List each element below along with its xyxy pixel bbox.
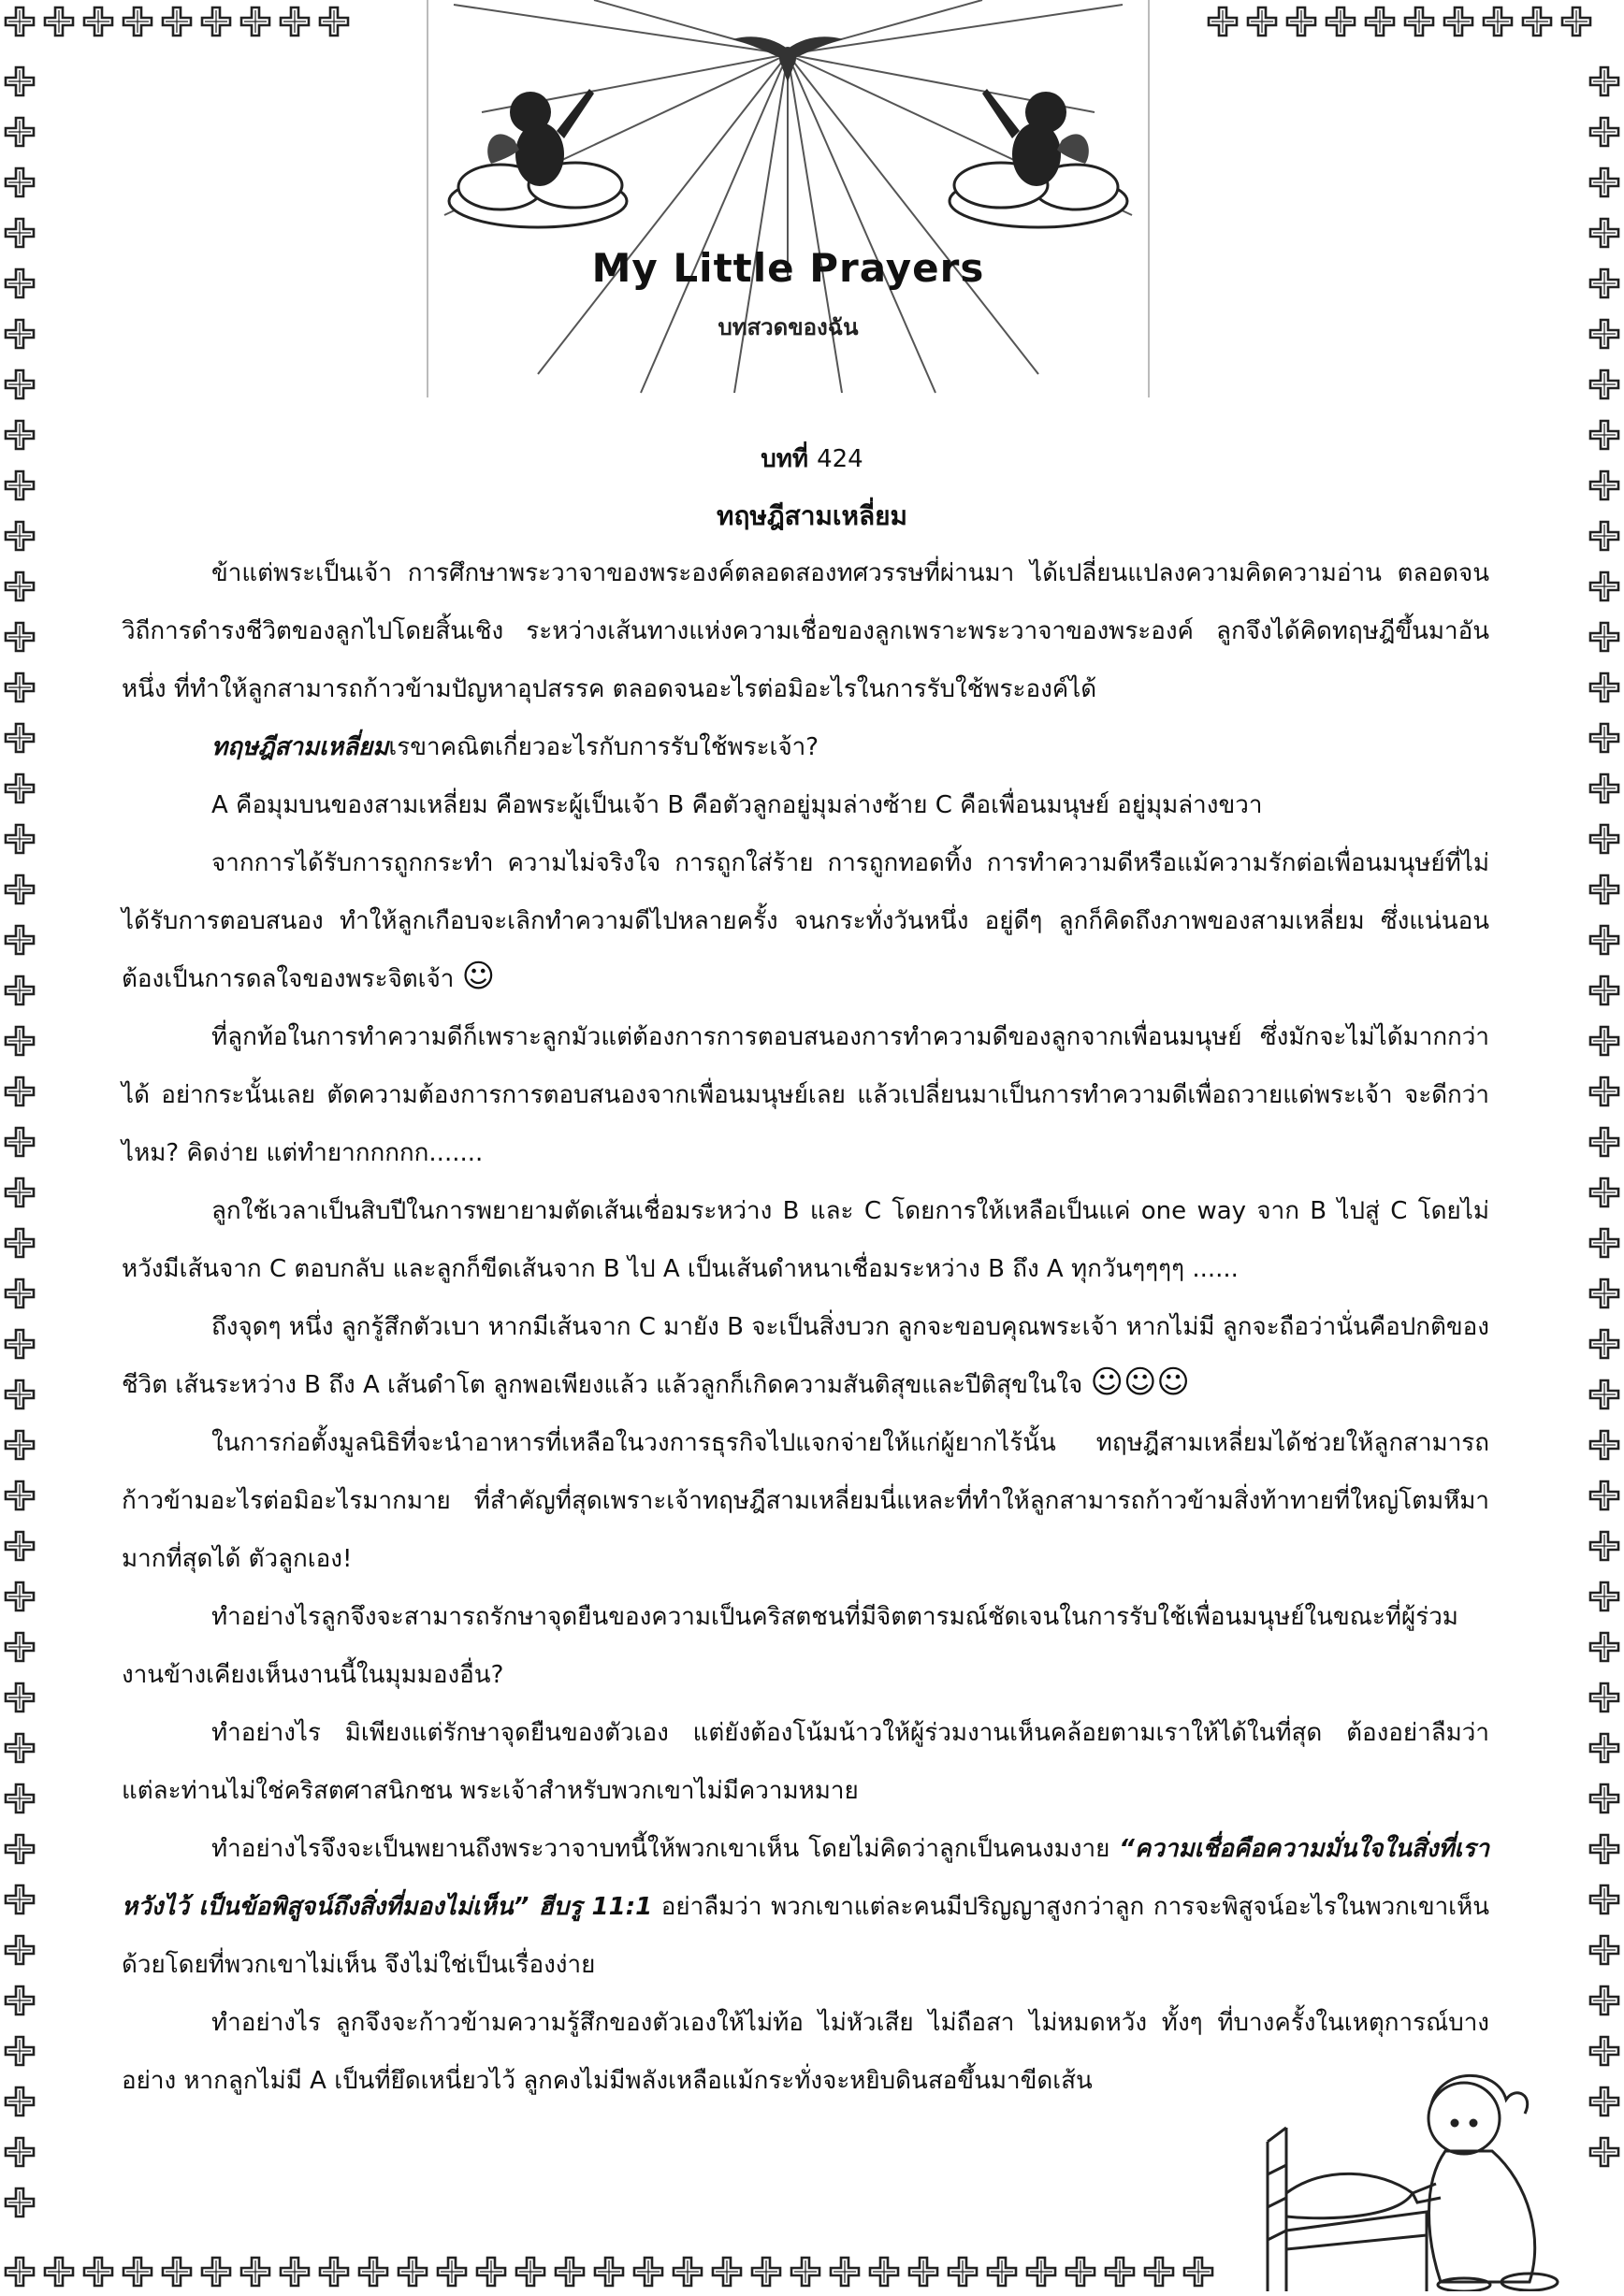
scripture-quote: “ความเชื่อคือความมั่นใจในสิ่งที่เราหวังไว้ เป็นข้อพิสูจน์ถึงสิ่งที่มองไม่เห็น” ฮีบรู 11:1 [122, 1835, 1489, 1921]
cross-icon [1207, 6, 1239, 37]
cross-icon [4, 65, 36, 97]
cross-icon [1588, 217, 1620, 249]
cross-icon [1065, 2256, 1096, 2288]
cross-icon [4, 116, 36, 148]
cross-icon [357, 2256, 389, 2288]
cross-icon [43, 6, 75, 37]
cross-icon [4, 1126, 36, 1158]
cross-icon [1588, 2035, 1620, 2067]
cross-icon [515, 2256, 546, 2288]
cross-icon [4, 722, 36, 754]
cross-icon [1588, 773, 1620, 804]
cross-icon [1588, 1581, 1620, 1612]
paragraph-text: จากการได้รับการถูกกระทำ ความไม่จริงใจ การถูกใส่ร้าย การถูกทอดทิ้ง การทำความดีหรือแม้ความรักต่อเพื่อนมนุษย์ที่ไม่ได้รับการตอบสนอง ทำให้ลูกเกือบจะเลิกทำความดีไปหลายครั้ง จนกระทั่งวันหนึ่ง อยู่ดีๆ ลูกก็คิดถึงภาพของสามเหลี่ยม ซึ่งแน่นอนต้องเป็นการดลใจของพระจิตเจ้า [122, 849, 1489, 993]
cross-icon [1588, 1631, 1620, 1663]
cross-icon [4, 570, 36, 602]
cross-icon [200, 2256, 232, 2288]
cross-icon [4, 975, 36, 1006]
cross-icon [829, 2256, 861, 2288]
cross-icon [4, 267, 36, 299]
emphasis-text: ทฤษฎีสามเหลี่ยม [211, 733, 389, 761]
cross-icon [4, 2035, 36, 2067]
paragraph-text: ทำอย่างไรจึงจะเป็นพยานถึงพระวาจาบทนี้ให้พวกเขาเห็น โดยไม่คิดว่าลูกเป็นคนงมงาย [211, 1835, 1120, 1863]
cross-icon [1588, 975, 1620, 1006]
cross-icon [1588, 1328, 1620, 1360]
cross-icon [1588, 65, 1620, 97]
cross-icon [1588, 1278, 1620, 1309]
cross-icon [397, 2256, 428, 2288]
chapter-number-line [0, 440, 1624, 478]
paragraph-text: ถึงจุดๆ หนึ่ง ลูกรู้สึกตัวเบา หากมีเส้นจาก C มายัง B จะเป็นสิ่งบวก ลูกจะขอบคุณพระเจ้า หากไม่มี ลูกจะถือว่านั่นคือปกติของชีวิต เส้นระหว่าง B ถึง A เส้นดำโต ลูกพอเพียงแล้ว แล้วลูกก็เกิดความสันติสุขและปีติสุขในใจ [122, 1313, 1489, 1399]
cross-icon [1403, 6, 1435, 37]
cross-icon [82, 6, 114, 37]
cross-icon [1588, 1985, 1620, 2016]
header-subtitle: บทสวดของฉัน [718, 314, 859, 340]
praying-child-icon [1249, 2053, 1572, 2291]
cross-icon [1588, 1429, 1620, 1461]
cross-icon [1588, 1126, 1620, 1158]
cross-icon [868, 2256, 900, 2288]
cross-icon [1588, 823, 1620, 855]
cross-icon [1025, 2256, 1057, 2288]
cross-icon [1364, 6, 1396, 37]
body-text [122, 544, 1489, 2110]
cross-icon [1588, 166, 1620, 198]
cross-icon [1588, 1076, 1620, 1107]
paragraph: ข้าแต่พระเป็นเจ้า การศึกษาพระวาจาของพระองค์ตลอดสองทศวรรษที่ผ่านมา ได้เปลี่ยนแปลงความคิดความอ่าน ตลอดจนวิถีการดำรงชีวิตของลูกไปโดยสิ้นเชิง ระหว่างเส้นทางแห่งความเชื่อของลูกเพราะพระวาจาของพระองค์ ลูกจึงได้คิดทฤษฎีขึ้นมาอันหนึ่ง ที่ทำให้ลูกสามารถก้าวข้ามปัญหาอุปสรรค ตลอดจนอะไรต่อมิอะไรในการรับใช้พระองค์ได้ [122, 559, 1489, 703]
cross-icon [1588, 1530, 1620, 1562]
cross-icon [4, 1429, 36, 1461]
cross-icon [1246, 6, 1278, 37]
cross-icon [4, 1076, 36, 1107]
cross-icon [475, 2256, 507, 2288]
cross-icon [1588, 1025, 1620, 1057]
cross-icon [1443, 6, 1474, 37]
cross-icon [4, 671, 36, 703]
cross-icon [1588, 318, 1620, 350]
paragraph: ทำอย่างไรลูกจึงจะสามารถรักษาจุดยืนของความเป็นคริสตชนที่มีจิตตารมณ์ชัดเจนในการรับใช้เพื่อนมนุษย์ในขณะที่ผู้ร่วมงานข้างเคียงเห็นงานนี้ในมุมมองอื่น? [122, 1603, 1458, 1689]
cross-icon [1588, 116, 1620, 148]
cross-icon [1588, 1227, 1620, 1259]
cross-icon [1588, 722, 1620, 754]
cross-icon [4, 1833, 36, 1865]
cross-icon [632, 2256, 664, 2288]
chapter-label: บทที่ [761, 445, 809, 473]
cross-icon [279, 6, 311, 37]
paragraph: A คือมุมบนของสามเหลี่ยม คือพระผู้เป็นเจ้า B คือตัวลูกอยู่มุมล่างซ้าย C คือเพื่อนมนุษย์ อยู่มุมล่างขวา [211, 791, 1263, 819]
cross-icon [1588, 570, 1620, 602]
paragraph-text: อย่าลืมว่า พวกเขาแต่ละคนมีปริญญาสูงกว่าลูก การจะพิสูจน์อะไรในพวกเขาเห็นด้วยโดยที่พวกเขาไม่เห็น จึงไม่ใช่เป็นเรื่องง่าย [122, 1893, 1489, 1979]
cross-icon [4, 1581, 36, 1612]
cross-icon [4, 1025, 36, 1057]
cross-icon [4, 2187, 36, 2218]
cross-icon [750, 2256, 782, 2288]
cross-icon [4, 6, 36, 37]
chapter-number: 424 [817, 445, 863, 473]
cross-icon [122, 2256, 153, 2288]
cross-icon [4, 1227, 36, 1259]
paragraph [122, 834, 1489, 1008]
cross-icon [4, 621, 36, 653]
cross-icon [1588, 1783, 1620, 1814]
cross-icon [947, 2256, 979, 2288]
cross-icon [907, 2256, 939, 2288]
cross-icon [1588, 1732, 1620, 1764]
cross-icon [200, 6, 232, 37]
cross-icon [1588, 874, 1620, 905]
cross-icon [1182, 2256, 1214, 2288]
cross-icon [4, 1278, 36, 1309]
cross-icon [279, 2256, 311, 2288]
cross-icon [4, 2136, 36, 2168]
cross-icon [4, 1985, 36, 2016]
cross-icon [1285, 6, 1317, 37]
cross-icon [82, 2256, 114, 2288]
cross-icon [1588, 1833, 1620, 1865]
cross-icon [1588, 1379, 1620, 1410]
paragraph [122, 1820, 1489, 1994]
cross-icon [4, 1530, 36, 1562]
cross-icon [1560, 6, 1592, 37]
header-title: My Little Prayers [591, 245, 985, 291]
cross-icon [4, 1379, 36, 1410]
cross-icon [318, 2256, 350, 2288]
chapter-title: ทฤษฎีสามเหลี่ยม [717, 500, 907, 531]
cross-icon [4, 1177, 36, 1208]
cross-icon [711, 2256, 743, 2288]
cross-icon [1104, 2256, 1136, 2288]
cross-icon [1588, 671, 1620, 703]
cross-icon [986, 2256, 1018, 2288]
cross-icon [4, 823, 36, 855]
cross-icon [1588, 1884, 1620, 1915]
cross-icon [4, 1480, 36, 1511]
cross-icon [4, 217, 36, 249]
praying-child-illustration [1249, 2053, 1572, 2291]
paragraph: ทำอย่างไร มิเพียงแต่รักษาจุดยืนของตัวเอง แต่ยังต้องโน้มน้าวให้ผู้ร่วมงานเห็นคล้อยตามเราให้ได้ในที่สุด ต้องอย่าลืมว่า แต่ละท่านไม่ใช่คริสตศาสนิกชน พระเจ้าสำหรับพวกเขาไม่มีความหมาย [122, 1719, 1489, 1805]
cross-icon [4, 1631, 36, 1663]
cross-icon [1588, 368, 1620, 400]
cross-icon [239, 6, 271, 37]
cross-icon [1588, 1177, 1620, 1208]
cross-icon [4, 1934, 36, 1966]
cross-icon [436, 2256, 468, 2288]
cross-icon [1588, 924, 1620, 956]
cross-icon [1588, 1480, 1620, 1511]
cross-icon [672, 2256, 703, 2288]
paragraph [122, 1298, 1489, 1414]
cross-icon [4, 773, 36, 804]
cross-icon [1325, 6, 1356, 37]
cross-icon [4, 1328, 36, 1360]
cross-icon [43, 2256, 75, 2288]
cross-icon [318, 6, 350, 37]
cross-icon [161, 6, 193, 37]
cross-icon [122, 6, 153, 37]
cross-icon [4, 1732, 36, 1764]
cross-icon [1521, 6, 1553, 37]
paragraph-text: เรขาคณิตเกี่ยวอะไรกับการรับใช้พระเจ้า? [388, 733, 819, 761]
cross-icon [1588, 267, 1620, 299]
cross-icon [1588, 621, 1620, 653]
cross-icon [4, 368, 36, 400]
paragraph: ในการก่อตั้งมูลนิธิที่จะนำอาหารที่เหลือในวงการธุรกิจไปแจกจ่ายให้แก่ผู้ยากไร้นั้น ทฤษฎีสามเหลี่ยมได้ช่วยให้ลูกสามารถก้าวข้ามอะไรต่อมิอะไรมากมาย ที่สำคัญที่สุดเพราะเจ้าทฤษฎีสามเหลี่ยมนี่แหละที่ทำให้ลูกสามารถก้าวข้ามสิ่งท้าทายที่ใหญ่โตมหึมามากที่สุดได้ ตัวลูกเอง! [122, 1429, 1489, 1573]
cross-icon [4, 318, 36, 350]
cross-icon [4, 2086, 36, 2117]
cross-icon [161, 2256, 193, 2288]
cross-icon [4, 1682, 36, 1713]
cross-icon [1588, 2136, 1620, 2168]
cross-icon [1588, 1934, 1620, 1966]
cross-icon [1588, 2086, 1620, 2117]
smiley-icon: ☺ [461, 958, 496, 995]
cross-icon [4, 2256, 36, 2288]
cross-icon [1143, 2256, 1175, 2288]
paragraph: ที่ลูกท้อในการทำความดีก็เพราะลูกมัวแต่ต้องการการตอบสนองการทำความดีของลูกจากเพื่อนมนุษย์ ซึ่งมักจะไม่ได้มากกว่าได้ อย่ากระนั้นเลย ตัดความต้องการการตอบสนองจากเพื่อนมนุษย์เลย แล้วเปลี่ยนมาเป็นการทำความดีเพื่อถวายแด่พระเจ้า จะดีกว่าไหม? คิดง่าย แต่ทำยากกกกก....... [122, 1023, 1489, 1167]
cross-icon [4, 166, 36, 198]
smiley-icons: ☺☺☺ [1090, 1364, 1190, 1401]
cross-icon [4, 1783, 36, 1814]
paragraph: ทำอย่างไร ลูกจึงจะก้าวข้ามความรู้สึกของตัวเองให้ไม่ท้อ ไม่หัวเสีย ไม่ถือสา ไม่หมดหวัง ทั้งๆ ที่บางครั้งในเหตุการณ์บางอย่าง หากลูกไม่มี A เป็นที่ยึดเหนี่ยวไว้ ลูกคงไม่มีพลังเหลือแม้กระทั่งจะหยิบดินสอขึ้นมาขีดเส้น [122, 2009, 1489, 2095]
cross-icon [4, 874, 36, 905]
cross-icon [790, 2256, 821, 2288]
cross-icon [1482, 6, 1514, 37]
paragraph [122, 718, 1489, 776]
cross-icon [593, 2256, 625, 2288]
paragraph: ลูกใช้เวลาเป็นสิบปีในการพยายามตัดเส้นเชื่อมระหว่าง B และ C โดยการให้เหลือเป็นแค่ one way จาก B ไปสู่ C โดยไม่หวังมีเส้นจาก C ตอบกลับ และลูกก็ขีดเส้นจาก B ไป A เป็นเส้นดำหนาเชื่อมระหว่าง B ถึง A ทุกวันๆๆๆๆ ...... [122, 1197, 1490, 1283]
cross-icon [239, 2256, 271, 2288]
cross-icon [4, 1884, 36, 1915]
cross-icon [1588, 1682, 1620, 1713]
cross-icon [4, 924, 36, 956]
header-illustration [426, 0, 1151, 397]
cross-icon [554, 2256, 586, 2288]
